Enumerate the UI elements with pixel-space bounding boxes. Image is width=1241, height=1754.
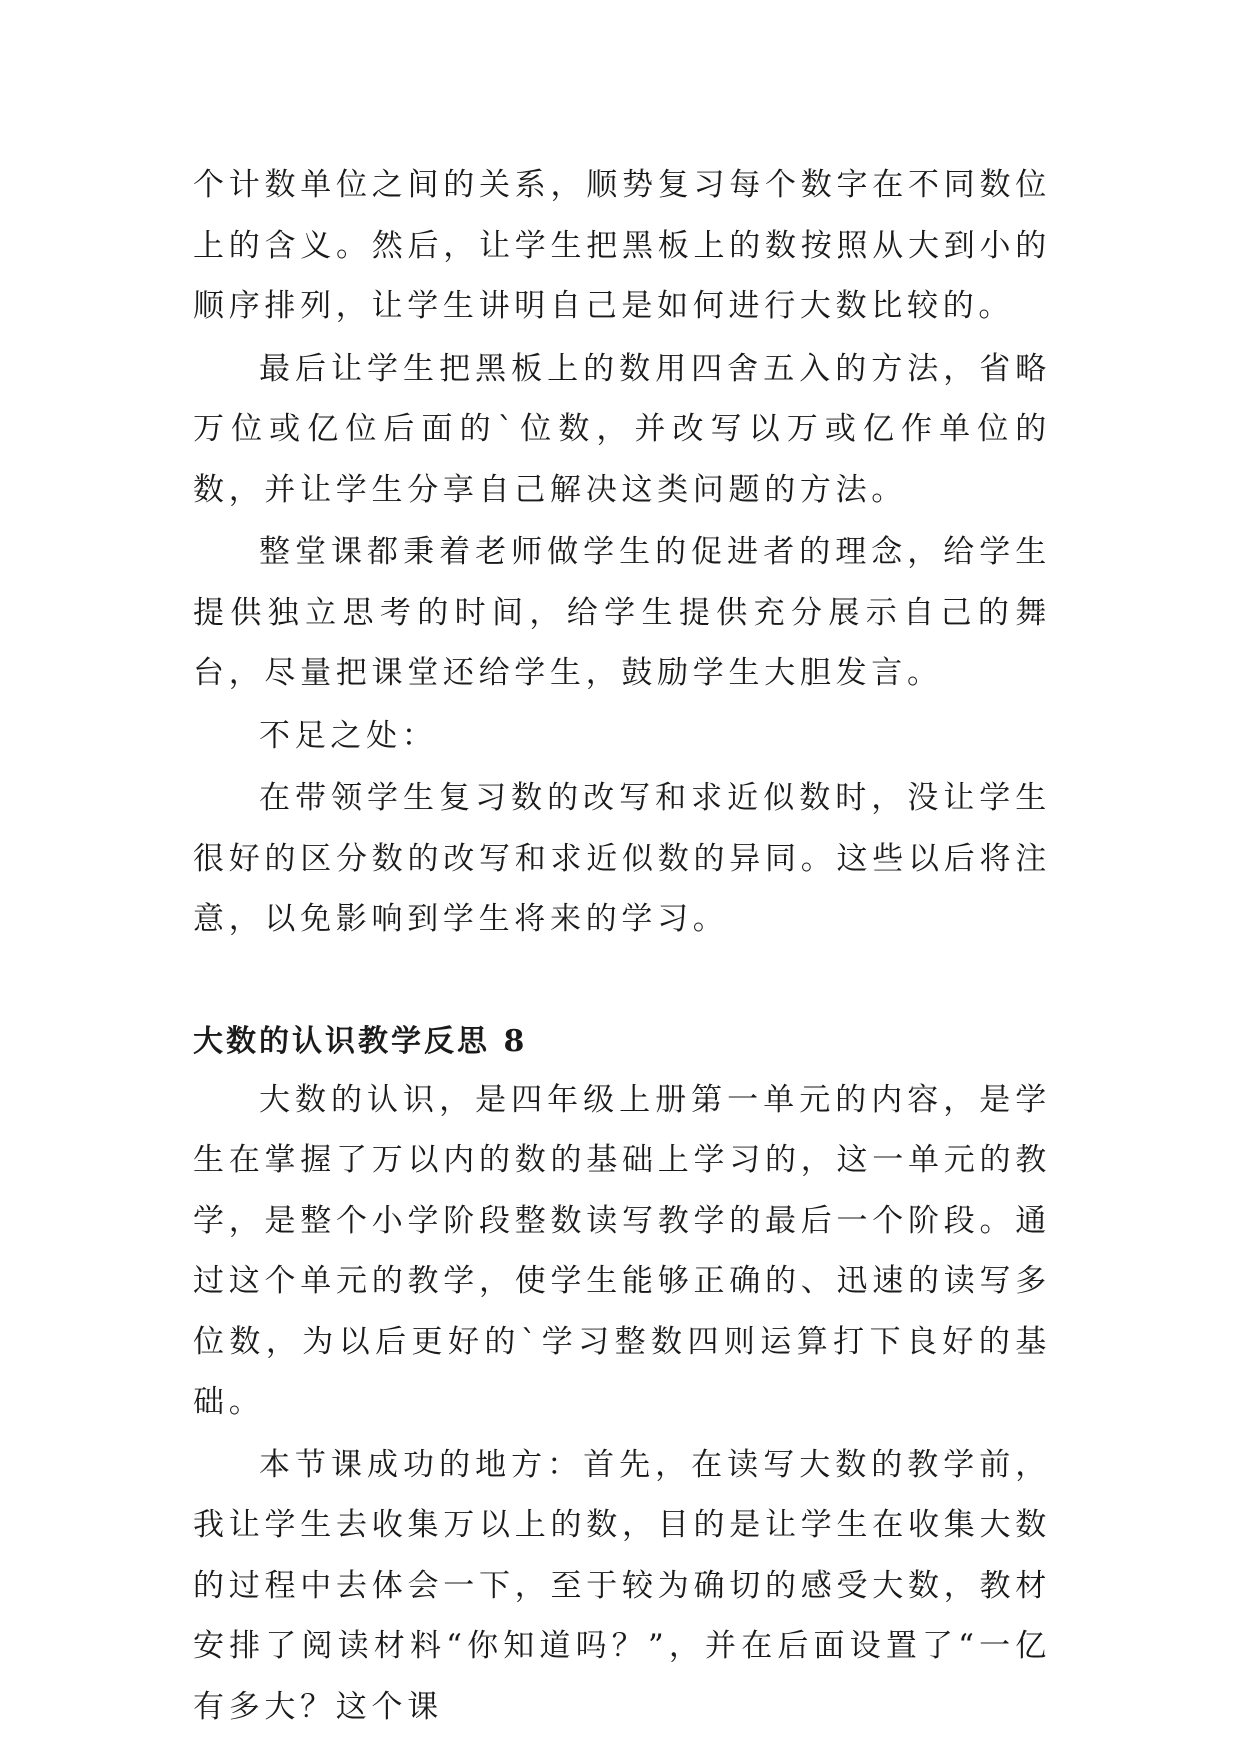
- paragraph-continued: 个计数单位之间的关系，顺势复习每个数字在不同数位上的含义。然后，让学生把黑板上的数按照从大到小的顺序排列，让学生讲明自己是如何进行大数比较的。: [193, 167, 1051, 324]
- paragraph: 本节课成功的地方：首先，在读写大数的教学前，我让学生去收集万以上的数，目的是让学生在收集大数的过程中去体会一下，至于较为确切的感受大数，教材安排了阅读材料“你知道吗？”，并在后面设置了“一亿有多大？这个课: [193, 1446, 1051, 1725]
- paragraph-subheading: 不足之处：: [259, 717, 438, 754]
- paragraph: 整堂课都秉着老师做学生的促进者的理念，给学生提供独立思考的时间，给学生提供充分展示自己的舞台，尽量把课堂还给学生，鼓励学生大胆发言。: [193, 534, 1051, 691]
- paragraph: 大数的认识，是四年级上册第一单元的内容，是学生在掌握了万以内的数的基础上学习的，这一单元的教学，是整个小学阶段整数读写教学的最后一个阶段。通过这个单元的教学，使学生能够正确的、迅速的读写多位数，为以后更好的`学习整数四则运算打下良好的基础。: [193, 1081, 1051, 1420]
- section-heading: 大数的认识教学反思 8: [193, 1023, 528, 1059]
- paragraph: 最后让学生把黑板上的数用四舍五入的方法，省略万位或亿位后面的`位数，并改写以万或亿作单位的数，并让学生分享自己解决这类问题的方法。: [193, 350, 1051, 508]
- paragraph: 在带领学生复习数的改写和求近似数时，没让学生很好的区分数的改写和求近似数的异同。这些以后将注意，以免影响到学生将来的学习。: [193, 780, 1051, 937]
- document-page: [193, 155, 1051, 1739]
